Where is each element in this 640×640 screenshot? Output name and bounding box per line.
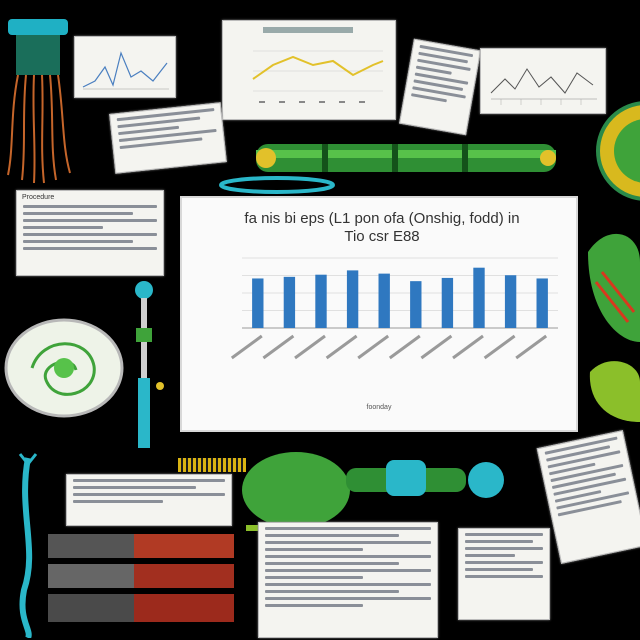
small-document-card bbox=[109, 102, 227, 173]
bar-10 bbox=[537, 278, 548, 328]
tick-label-2 bbox=[263, 336, 293, 358]
cyan-probe-illustration bbox=[126, 278, 170, 458]
tick-label-3 bbox=[295, 336, 325, 358]
main-chart-xlabel: foonday bbox=[366, 404, 392, 411]
bar-5 bbox=[379, 274, 390, 328]
top-left-chart-card bbox=[74, 36, 176, 98]
bar-9 bbox=[505, 275, 516, 328]
left-document-title: Procedure bbox=[22, 194, 55, 201]
tick-label-8 bbox=[453, 336, 483, 358]
top-right-chart-card bbox=[480, 48, 606, 114]
green-organism-illustration bbox=[578, 222, 640, 422]
mini-line-chart bbox=[75, 37, 175, 97]
jellyfish-device-illustration bbox=[0, 15, 80, 185]
cyan-ring-illustration bbox=[216, 174, 338, 196]
yellow-line-chart bbox=[223, 21, 395, 119]
tick-label-6 bbox=[390, 336, 420, 358]
bar-3 bbox=[315, 275, 326, 328]
tick-label-10 bbox=[516, 336, 546, 358]
tilted-document-top bbox=[399, 39, 481, 136]
tick-label-9 bbox=[485, 336, 515, 358]
green-sphere-illustration bbox=[596, 96, 640, 206]
bottom-center-document bbox=[258, 522, 438, 638]
bar-2 bbox=[284, 277, 295, 328]
bottom-left-document bbox=[66, 474, 232, 526]
bar-6 bbox=[410, 281, 421, 328]
bottom-right-document bbox=[458, 528, 550, 620]
main-chart-panel bbox=[180, 196, 578, 432]
top-center-chart-card bbox=[222, 20, 396, 120]
book-stack-illustration bbox=[42, 530, 238, 630]
bar-1 bbox=[252, 278, 263, 328]
main-chart-subtitle: Tio csr E88 bbox=[344, 228, 420, 245]
main-bar-chart bbox=[182, 198, 576, 430]
tick-label-4 bbox=[327, 336, 357, 358]
tick-label-7 bbox=[421, 336, 451, 358]
tick-label-1 bbox=[232, 336, 262, 358]
main-chart-title-line: fa nis bi eps (L1 pon ofa (Onshig, fodd) in bbox=[244, 210, 520, 227]
tilted-document-bottom bbox=[537, 430, 640, 564]
tick-label-5 bbox=[358, 336, 388, 358]
petri-dish-illustration bbox=[2, 316, 126, 420]
left-document bbox=[16, 190, 164, 276]
mini-area-chart bbox=[481, 49, 605, 113]
bar-4 bbox=[347, 270, 358, 328]
bar-7 bbox=[442, 278, 453, 328]
bar-8 bbox=[473, 268, 484, 328]
